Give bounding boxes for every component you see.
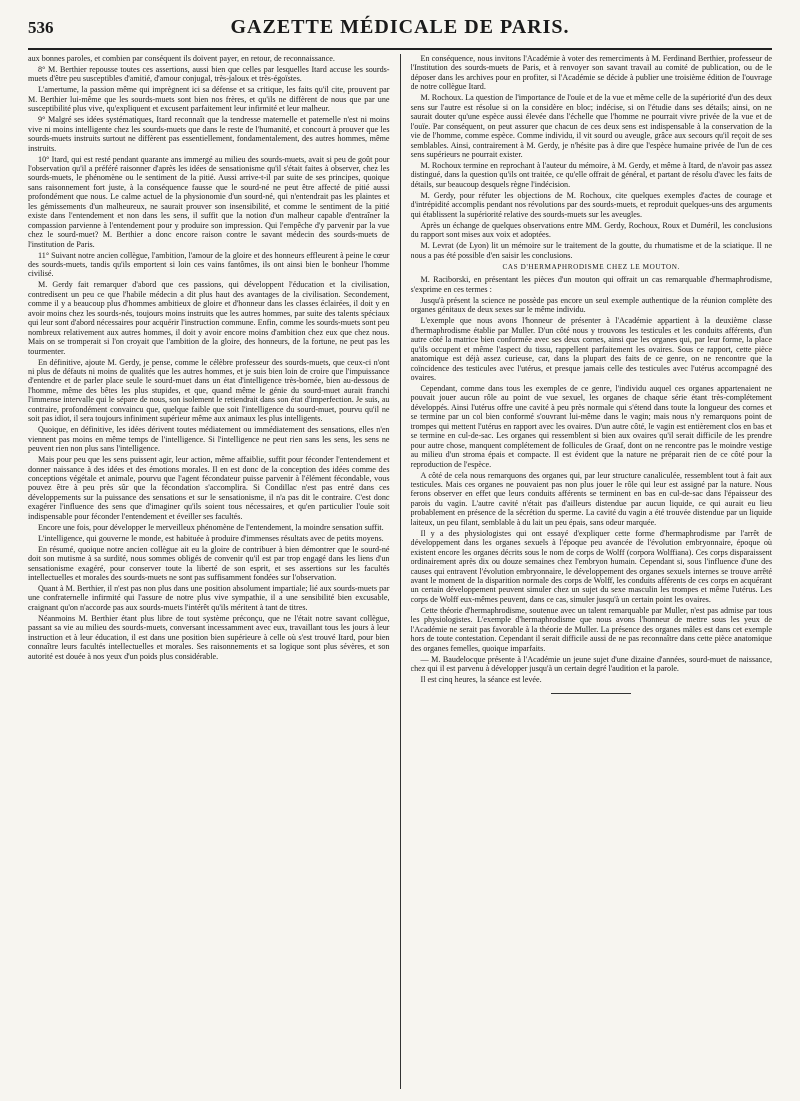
left-column [28,54,390,1089]
paragraph: En définitive, ajoute M. Gerdy, je pense, comme le célèbre professeur des sourds-muets, que ceux-ci n'ont ni plus de défauts ni moins de qualités que les autres hommes, et je suis bien loin de croire que l'impuissance d'entendre et de parler place seule le sourd-muet dans un état d'intelligence très-bornée, bien au-dessous de l'homme, même des bêtes les plus stupides, et que, quand même le génie du sourd-muet aurait franchi l'immense intervalle qui le sépare de nous, son isolement le retiendrait dans son état d'imperfection. Je suis, au contraire, profondément convaincu que, quelque faible que soit l'intelligence du sourd-muet, pourvu qu'il ne soit pas idiot, il sera toujours infiniment supérieur même aux animaux les plus intelligents. [28,357,390,424]
paragraph: 11° Suivant notre ancien collègue, l'ambition, l'amour de la gloire et des honneurs effleurent à peine le cœur des sourds-muets, tandis qu'ils emportent si loin ces vains fantômes, ils ont ainsi bien le bonheur l'homme civilisé. [28,250,390,279]
paragraph: M. Gerdy, pour réfuter les objections de M. Rochoux, cite quelques exemples d'actes de courage et d'intrépidité accomplis pendant nos révolutions par des sourds-muets, et reproduit quelques-uns des arguments qui établissent la supériorité relative des sourds-muets sur les aveugles. [410,190,772,219]
paragraph: Cette théorie d'hermaphrodisme, soutenue avec un talent remarquable par Muller, n'est pas admise par tous les physiologistes. L'exemple d'hermaphrodisme que nous avons l'honneur de mettre sous les yeux de l'Académie ne serait pas favorable à la théorie de Muller. La présence des organes mâles est dans cet exemple hors de toute contestation. Cependant il serait difficile aussi de ne pas reconnaître dans cette pièce anatomique des organes femelles, quoique imparfaits. [410,605,772,653]
right-column-bottom [411,275,773,684]
right-column [411,54,773,1089]
paragraph: Encore une fois, pour développer le merveilleux phénomène de l'entendement, la moindre sensation suffit. [38,522,384,532]
end-rule [551,693,631,694]
paragraph: 9° Malgré ses idées systématiques, Itard reconnaît que la tendresse maternelle et paternelle n'est ni moins vive ni moins intelligente chez les sourds-muets que dans le reste de l'humanité, et concourt à prouver que les sourds-muets instruits surtout ne diffèrent pas essentiellement, fondamentalement, des autres hommes, même instruits. [28,115,390,153]
column-divider [400,54,401,1089]
paragraph: L'exemple que nous avons l'honneur de présenter à l'Académie appartient à la deuxième classe d'hermaphrodisme établie par Muller. D'un côté nous y trouvons les testicules et les conduits afférents, d'un autre côté la matrice bien conformée avec ses deux cornes, ainsi que les organes qui, par leur forme, la place qu'ils occupent et même l'aspect du tissu, rappellent parfaitement les ovaires. Sous ce rapport, cette pièce anatomique est déjà assez curieuse, car, dans la plupart des faits de ce genre, on ne rencontre que la coïncidence des testicules avec l'utérus, et presque jamais celle des testicules avec l'utérus accompagné des ovaires. [410,316,772,382]
paragraph: aux bonnes paroles, et combien par conséquent ils doivent payer, en retour, de reconnaissance. [28,54,335,63]
paragraph: Il est cinq heures, la séance est levée. [420,675,542,685]
paragraph: En résumé, quoique notre ancien collègue ait eu la gloire de contribuer à bien démontrer que le sourd-né doit son mutisme à sa surdité, nous sommes obligés de convenir qu'il est par trop engagé dans les liens d'un sensationisme exagéré, pour conserver toute la liberté de son esprit, et ses assertions sur les facultés intellectuelles et morales des sourds-muets ne sont pas suffisamment fondées sur l'observation. [28,544,390,583]
paragraph: En conséquence, nous invitons l'Académie à voter des remerciments à M. Ferdinand Berthier, professeur de l'Institution des sourds-muets de Paris, et à renvoyer son savant travail au comité de publication, ou de le déposer dans les archives pour en profiter, si l'Académie se décide à publier une troisième édition de l'ouvrage de notre collègue Itard. [410,54,772,92]
page-header [28,12,772,50]
paragraph: Quoique, en définitive, les idées dérivent toutes médiatement ou immédiatement des sensations, elles n'en viennent pas moins en même temps de l'intelligence. Si l'intelligence ne peut rien sans les sens, les sens ne peuvent rien non plus sans l'intelligence. [28,425,390,454]
text-columns [28,54,772,1089]
paragraph: Quant à M. Berthier, il n'est pas non plus dans une position absolument impartiale; lié aux sourds-muets par une confraternelle infirmité qui l'assure de notre plus vive sympathie, il a une sensibilité bien excusable, craignant qu'on n'accorde pas aux sourds-muets l'intérêt qu'ils méritent à tant de titres. [28,583,390,612]
paragraph: M. Rochoux termine en reprochant à l'auteur du mémoire, à M. Gerdy, et même à Itard, de n'avoir pas assez distingué, dans la question qu'ils ont traitée, ce qu'elle offrait de général, et partant de résolu d'avec les faits de détails, sur beaucoup desquels règne l'indécision. [410,160,772,189]
paragraph: Néanmoins M. Berthier étant plus libre de tout système préconçu, que ne l'était notre savant collègue, passant sa vie au milieu des sourds-muets, conversant incessamment avec eux, travaillant tous les jours à leur instruction et à leur éducation, il est dans une position bien supérieure à celle où s'est trouvé Itard, pour bien connaître leurs facultés intellectuelles et morales. Ses raisonnements et sa logique sont plus sévères, et son autorité est douée à nos yeux d'un poids plus considérable. [28,613,390,661]
paragraph: Mais pour peu que les sens puissent agir, leur action, même affaiblie, suffit pour féconder l'entendement et donner naissance à des idées et des émotions morales. Il en est donc de la conception des idées comme des conceptions végétale et animale, pourvu que l'agent fécondateur puisse parvenir à l'élément fécondable, vous pouvez être à peu près sûr que la fécondation s'accomplira. Si Condillac n'est pas entré dans ces développements sur la puissance des sensations et sur le sensationisme, il n'a pas dit le contraire. C'est donc exagérer l'influence des sens que d'imaginer qu'ils soient tous nécessaires, et qu'en particulier l'ouïe soit indispensable pour féconder l'entendement et éveiller ses facultés. [28,455,390,521]
paragraph: M. Rochoux. La question de l'importance de l'ouïe et de la vue et même celle de la supériorité d'un des deux sens sur l'autre est résolue si on la considère en bloc; indécise, si on l'étudie dans ses détails; ainsi, on ne saurait douter qu'une espèce aussi élevée dans l'échelle que l'homme ne pourrait vivre privée de la vue et de l'ouïe. Par conséquent, on peut assurer que chacun de ces deux sens est indispensable à la conservation de la vie de l'homme, comme espèce. Comme individu, il vit sourd ou aveugle, grâce aux secours qu'il reçoit de ses semblables. Ainsi, contrairement à M. Gerdy, je n'hésite pas à dire que l'espèce humaine privée de l'un de ces sens supérieurs ne pourrait exister. [410,93,772,160]
paragraph: L'amertume, la passion même qui imprègnent ici sa défense et sa critique, les faits qu'il cite, prouvent par M. Berthier lui-même que les sourds-muets sont bien nos frères, et qu'ils ne diffèrent de nous que par une susceptibilité plus vive, qu'expliquent et excusent parfaitement leur infirmité et leur malheur. [28,85,390,114]
paragraph: Cependant, comme dans tous les exemples de ce genre, l'individu auquel ces organes appartenaient ne pouvait jouer aucun rôle au point de vue sexuel, les organes de chaque série étant très-complétement développés. Ainsi l'utérus offre une cavité à peu près normale qui s'étend dans toute la longueur des cornes et se termine par un col bien conformé s'ouvrant lui-même dans le vagin; mais nous n'y remarquons point de trompes qui mettent l'utérus en rapport avec les ovaires. D'un autre côté, le vagin est entièrement clos en bas et se termine en cul-de-sac. Les organes qui ressemblent si bien aux ovaires qu'il serait difficile de les prendre pour autre chose, manquent complétement de follicules de Graaf, dont on ne rencontre pas le moindre vestige au milieu d'un stroma épais et compacte. Il est évident que la nature ne préparait rien de ce côté pour la reproduction de l'espèce. [410,383,772,469]
page-number: 536 [28,18,54,37]
paragraph: 8° M. Berthier repousse toutes ces assertions, aussi bien que celles par lesquelles Itard accuse les sourds-muets d'être peu susceptibles d'amitié, d'amour conjugal, très-jaloux et très-égoïstes. [28,64,390,84]
paragraph: M. Raciborski, en présentant les pièces d'un mouton qui offrait un cas remarquable d'hermaphrodisme, s'exprime en ces termes : [410,275,772,294]
paragraph: — M. Baudelocque présente à l'Académie un jeune sujet d'une dizaine d'années, sourd-muet de naissance, chez qui il est parvenu à développer jusqu'à un certain degré l'audition et la parole. [410,654,772,674]
paragraph: 10° Itard, qui est resté pendant quarante ans immergé au milieu des sourds-muets, avait si peu de goût pour l'observation qu'il a préféré raisonner d'après les idées de sensationisme qu'il s'était faites à observer, chez les sourds-muets, le phénomène ou le sentiment de la pitié. Aussi arrive-t-il par suite de ses principes, quoique sans raisonnement fort juste, à la conséquence fausse que le sourd-né ne peut être affecté de pitié aussi profondément que nous. Le calme actuel de la physionomie d'un sourd-né, qui n'entendrait pas les plaintes et les gémissements d'un malheureux, ne saurait prouver son insensibilité, et comme le sentiment de la pitié existe dans l'entendement et non dans les sens, il suffit que la notion d'un malheur capable d'entraîner la compassion parvienne à l'entendement pour y produire son impression. Qui l'empêche d'y parvenir par la vue chez le sourd-muet? M. Berthier a donc encore raison contre le savant médecin des sourds-muets de l'institution de Paris. [28,154,390,249]
paragraph: M. Gerdy fait remarquer d'abord que ces passions, qui développent l'éducation et la civilisation, contredisent un peu ce que l'habile médecin a dit plus haut des avantages de la civilisation. Secondement, comme il y a beaucoup plus d'hommes ambitieux de gloire et d'honneur dans les classes éclairées, il doit y en avoir moins chez les sourds-nés, toujours moins instruits que les autres hommes, par suite des talents spéciaux qui leur sont d'abord nécessaires pour acquérir l'instruction commune. Enfin, comme les sourds-muets sont peu nombreux relativement aux autres hommes, il doit y avoir encore moins d'ambition chez eux que chez nous. Mais on se tromperait si l'on croyait que l'ambition de la gloire, des honneurs, de la fortune, ne peut pas les tourmenter. [28,280,390,356]
publication-title: GAZETTE MÉDICALE DE PARIS. [230,16,570,38]
paragraph: Jusqu'à présent la science ne possède pas encore un seul exemple authentique de la réunion complète des organes génitaux de deux sexes sur le même individu. [410,295,772,315]
paragraph: L'intelligence, qui gouverne le monde, est habituée à produire d'immenses résultats avec de petits moyens. [38,533,384,543]
paragraph: Il y a des physiologistes qui ont essayé d'expliquer cette forme d'hermaphrodisme par l'arrêt de développement dans les organes sexuels à l'époque peu avancée de l'évolution embryonnaire, époque où existent encore les organes décrits sous le nom de corps de Wolff (corpora Wolffiana). Ces corps disparaissent ordinairement après dix ou douze semaines chez l'embryon humain. Cependant si, sous l'influence d'une des causes qui entravent l'évolution embryonnaire, le développement des organes sexuels internes se trouve arrêté avant le moment de la disparition normale des corps de Wolff, les conduits afférents de ces corps en acquérant un certain développement peuvent simuler chez un sujet du sexe masculin les trompes et même l'utérus. Les corps de Wolff eux-mêmes peuvent, dans ce cas, simuler jusqu'à un certain point les ovaires. [410,528,772,604]
section-title: CAS D'HERMAPHRODISME CHEZ LE MOUTON. [502,263,680,272]
paragraph: M. Levrat (de Lyon) lit un mémoire sur le traitement de la goutte, du rhumatisme et de la sciatique. Il ne nous a pas été possible d'en saisir les conclusions. [410,241,772,260]
right-column-top [411,54,773,260]
paragraph: Après un échange de quelques observations entre MM. Gerdy, Rochoux, Roux et Duméril, les conclusions du rapport sont mises aux voix et adoptées. [410,220,772,240]
paragraph: A côté de cela nous remarquons des organes qui, par leur structure canaliculée, ressemblent tout à fait aux testicules. Mais ces organes ne pouvaient pas non plus jouer le rôle qui leur est assigné par la nature. Nous ferons observer en effet que leurs conduits afférents se terminent en bas en cul-de-sac dans l'épaisseur des parois du vagin. L'autre cavité n'était pas d'ailleurs distendue par aucun liquide, ce qui aurait eu lieu probablement en présence de la sécrétion du sperme. La cavité du vagin a été trouvée distendue par un liquide laiteux, un peu filant, semblable à du lait un peu épais, sans odeur marquée. [410,470,772,527]
